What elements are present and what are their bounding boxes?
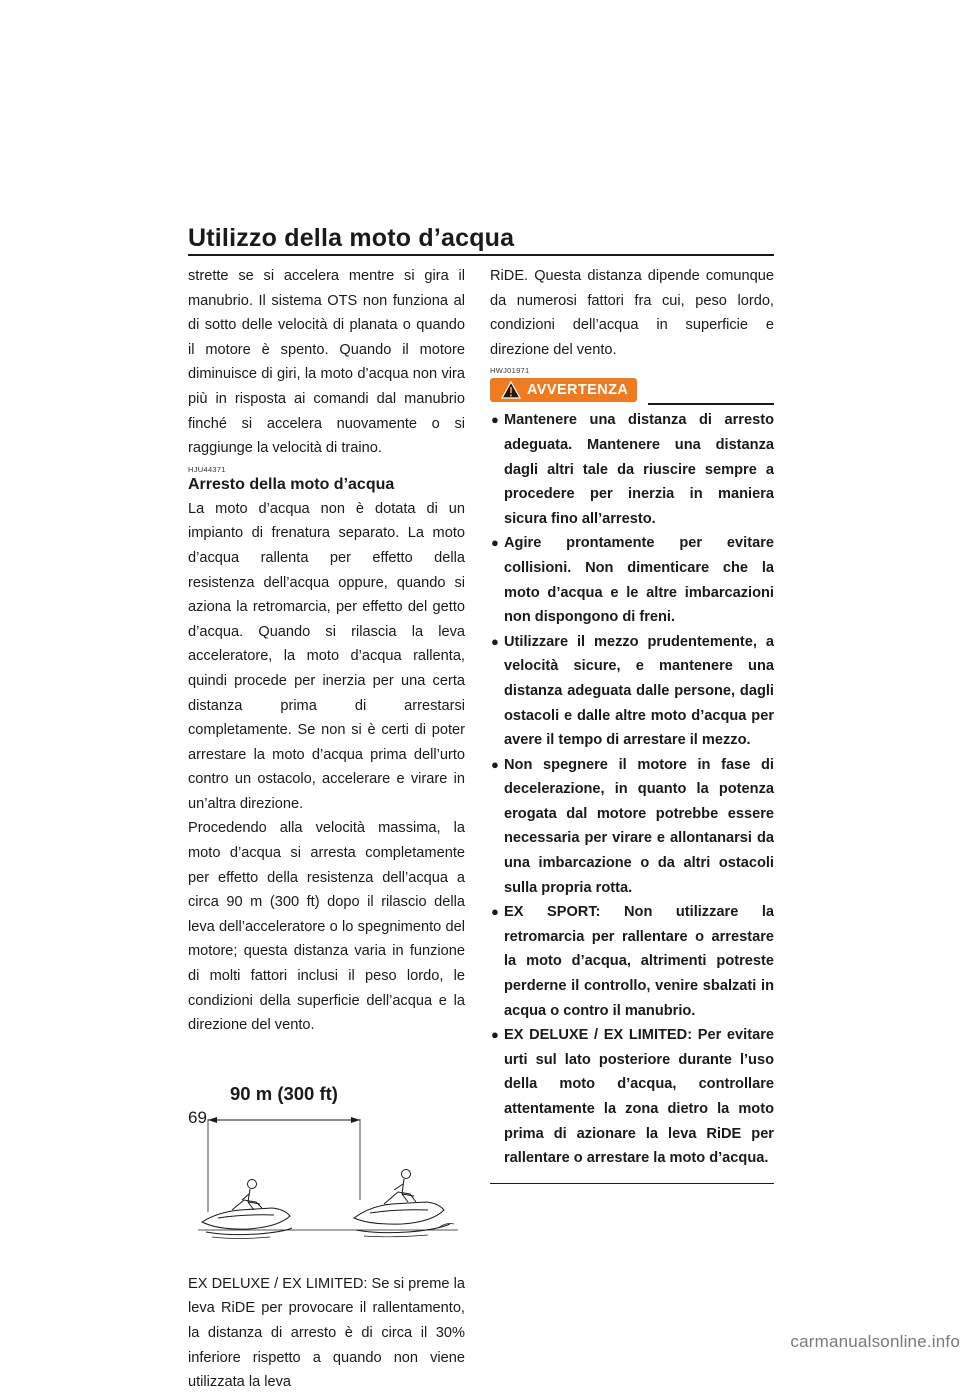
warning-item bbox=[490, 900, 774, 1023]
warning-end-rule bbox=[490, 1183, 774, 1185]
bullet-icon: ● bbox=[491, 904, 499, 920]
warning-text: Non spegnere il motore in fase di decelerazione, in quanto la potenza erogata dal motore potrebbe essere necessaria per virare e allontanarsi da una imbarcazione o da altri ostacoli sulla propria rotta. bbox=[504, 756, 774, 896]
stopping-distance-illustration bbox=[188, 1082, 465, 1262]
warning-header bbox=[490, 378, 774, 404]
warning-item bbox=[490, 630, 774, 753]
warning-code: HWJ01971 bbox=[490, 366, 530, 376]
stopping-paragraph-1: La moto d’acqua non è dotata di un impianto di frenatura separato. La moto d’acqua rallenta per effetto della resistenza dell’acqua oppure, quando si aziona la retromarcia, per effetto del getto d’acqua. Quando si rilascia la leva acceleratore, la moto d’acqua rallenta, quindi procede per inerzia per una certa distanza prima di arrestarsi completamente. Se non si è certi di poter arrestare la moto d’acqua prima dell’urto contro un ostacolo, accelerare e virare in un’altra direzione. bbox=[188, 500, 465, 812]
warning-item bbox=[490, 1023, 774, 1171]
left-column bbox=[188, 264, 465, 1395]
warning-text: EX DELUXE / EX LIMITED: Per evitare urti sul lato posteriore durante l’uso della moto d’acqua, controllare attentamente la zona dietro la moto prima di azionare la leva RiDE per rallentare o arrestare la moto d’acqua. bbox=[504, 1027, 774, 1167]
warning-label: AVVERTENZA bbox=[527, 382, 629, 399]
warning-text: Mantenere una distanza di arresto adeguata. Mantenere una distanza dagli altri tale da riuscire sempre a procedere per inerzia in maniera sicura fino all’arresto. bbox=[504, 412, 774, 527]
page-number: 69 bbox=[188, 1108, 207, 1127]
warning-text: Agire prontamente per evitare collisioni. Non dimenticare che la moto d’acqua e le altre imbarcazioni non dispongono di freni. bbox=[504, 535, 774, 626]
distance-label: 90 m (300 ft) bbox=[230, 1082, 338, 1104]
bullet-icon: ● bbox=[491, 1027, 499, 1043]
warning-item bbox=[490, 408, 774, 531]
stopping-paragraph-2: Procedendo alla velocità massima, la moto d’acqua si arresta completamente per effetto della resistenza dell’acqua a circa 90 m (300 ft) dopo il rilascio della leva dell’acceleratore o lo spegnimento del motore; questa distanza varia in funzione di molti fattori inclusi il peso lordo, le condizioni della superficie dell’acqua e la direzione del vento. bbox=[188, 820, 465, 1034]
stopping-distance-figure bbox=[188, 1082, 465, 1262]
title-rule bbox=[188, 254, 774, 256]
ride-lever-paragraph: EX DELUXE / EX LIMITED: Se si preme la leva RiDE per provocare il rallentamento, la distanza di arresto è di circa il 30% inferiore rispetto a quando non viene utilizzata la leva bbox=[188, 1275, 465, 1391]
warning-badge bbox=[490, 378, 637, 402]
warning-triangle-icon bbox=[501, 381, 521, 399]
right-column bbox=[490, 264, 774, 1184]
continuation-paragraph: RiDE. Questa distanza dipende comunque da numerosi fattori fra cui, peso lordo, condizioni dell’acqua in superficie e direzione del vento. bbox=[490, 268, 774, 358]
intro-paragraph: strette se si accelera mentre si gira il manubrio. Il sistema OTS non funziona al di sotto delle velocità di planata o quando il motore è spento. Quando il motore diminuisce di giri, la moto d’acqua non vira più in risposta ai comandi dal manubrio finché si accelera nuovamente o si raggiunge la velocità di traino. bbox=[188, 268, 465, 457]
watercraft-right-icon bbox=[354, 1169, 454, 1236]
bullet-icon: ● bbox=[491, 535, 499, 551]
bullet-icon: ● bbox=[491, 412, 499, 428]
dimension-arrow-left bbox=[208, 1117, 217, 1123]
warning-item bbox=[490, 753, 774, 901]
section-heading: Arresto della moto d’acqua bbox=[188, 475, 395, 493]
section-code: HJU44371 bbox=[188, 464, 226, 474]
bullet-icon: ● bbox=[491, 633, 499, 649]
bullet-icon: ● bbox=[491, 756, 499, 772]
watermark[interactable]: carmanualsonline.info bbox=[790, 1332, 960, 1351]
page-title: Utilizzo della moto d’acqua bbox=[188, 224, 515, 252]
warning-rule bbox=[648, 403, 774, 405]
warning-item bbox=[490, 531, 774, 629]
warning-text: EX SPORT: Non utilizzare la retromarcia per rallentare o arrestare la moto d’acqua, altrimenti potreste perderne il controllo, venire sbalzati in acqua o contro il manubrio. bbox=[504, 904, 774, 1019]
warning-text: Utilizzare il mezzo prudentemente, a velocità sicure, e mantenere una distanza adeguata dalle persone, dagli ostacoli e dalle altre moto d’acqua per avere il tempo di arrestare il mezzo. bbox=[504, 633, 774, 749]
dimension-arrow-right bbox=[351, 1117, 360, 1123]
warning-list bbox=[490, 408, 774, 1170]
